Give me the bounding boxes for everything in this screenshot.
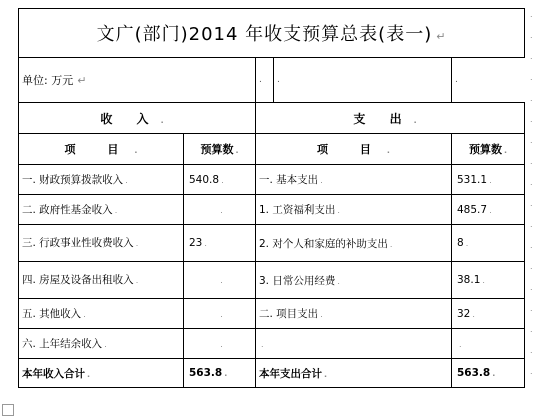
expense-value-cell: [452, 329, 525, 359]
row-end-marker: .: [530, 241, 533, 250]
row-end-marker: .: [530, 136, 533, 145]
row-end-marker: .: [530, 115, 533, 124]
expense-item-cell: [256, 195, 452, 225]
table-row: [19, 262, 525, 299]
unit-row: [19, 58, 525, 103]
cell-marker: .: [386, 146, 390, 155]
income-item-cell: [19, 165, 184, 195]
cell-marker: .: [87, 369, 91, 379]
unit-cell: [19, 58, 256, 103]
cell-marker: .: [220, 276, 223, 285]
row-end-marker: .: [530, 346, 533, 355]
row-end-marker: .: [530, 325, 533, 334]
row-end-marker: .: [530, 304, 533, 313]
cell-marker: .: [125, 176, 128, 185]
expense-value-text: 8: [457, 237, 464, 249]
row-end-marker: .: [530, 199, 533, 208]
title-row: [19, 9, 525, 58]
paragraph-mark-icon: ↵: [436, 30, 447, 43]
cell-marker: .: [337, 276, 340, 286]
income-item-text: 一. 财政预算拨款收入: [22, 174, 124, 186]
table-row: [19, 165, 525, 195]
unit-blank-cell: [256, 58, 274, 103]
income-total-value-cell: [184, 359, 256, 388]
expense-value-text: 38.1: [457, 274, 481, 286]
income-item-cell: [19, 299, 184, 329]
income-value-cell: [184, 299, 256, 329]
cell-marker: .: [320, 176, 323, 185]
cell-marker: .: [261, 339, 264, 349]
income-value-text: 540.8: [189, 173, 220, 186]
expense-item-cell: [256, 299, 452, 329]
expense-total-value: 563.8: [457, 367, 491, 379]
expense-total-label-cell: [256, 359, 452, 388]
unit-blank-cell: [452, 58, 525, 103]
budget-table: [18, 8, 525, 388]
row-end-marker: .: [530, 220, 533, 229]
expense-item-text: 一. 基本支出: [259, 174, 319, 186]
expense-total-label: 本年支出合计: [259, 367, 322, 380]
expense-value-text: 531.1: [457, 173, 488, 186]
cell-marker: .: [104, 340, 107, 349]
expense-value-cell: [452, 195, 525, 225]
unit-blank-cell: [274, 58, 452, 103]
expense-item-text: 2. 对个人和家庭的补助支出: [259, 237, 388, 250]
income-header-text: 收 入: [100, 111, 159, 126]
cell-marker: .: [489, 205, 492, 215]
expense-item-text: 1. 工资福利支出: [259, 204, 336, 216]
column-header-row: [19, 134, 525, 165]
page-corner-marker: [2, 404, 14, 416]
row-end-marker: .: [530, 31, 533, 40]
row-end-marker: .: [530, 157, 533, 166]
cell-marker: .: [259, 75, 262, 85]
expense-value-text: 485.7: [457, 203, 488, 216]
paragraph-mark-icon: ↵: [77, 74, 87, 87]
expense-item-text: 二. 项目支出: [259, 308, 319, 320]
column-header-text: 预算数: [469, 143, 502, 156]
income-header: [19, 103, 256, 134]
income-budget-header: [184, 134, 256, 165]
row-end-marker: .: [530, 10, 533, 19]
table-row: [19, 225, 525, 262]
income-item-text: 六. 上年结余收入: [22, 338, 103, 350]
income-item-cell: [19, 262, 184, 299]
cell-marker: .: [472, 309, 475, 319]
cell-marker: .: [235, 146, 239, 155]
income-value-text: 23: [189, 237, 203, 249]
row-end-marker: .: [530, 94, 533, 103]
cell-marker: .: [459, 339, 462, 349]
expense-value-text: 32: [457, 307, 471, 320]
row-end-marker: .: [530, 283, 533, 292]
cell-marker: .: [220, 205, 223, 215]
cell-marker: .: [114, 206, 118, 215]
cell-marker: .: [465, 239, 469, 248]
table-row: [19, 299, 525, 329]
row-end-marker: .: [530, 367, 533, 376]
expense-item-cell: [256, 225, 452, 262]
unit-label: 单位: 万元: [22, 74, 74, 87]
income-item-header: [19, 134, 184, 165]
row-end-marker: .: [530, 73, 533, 82]
income-value-cell: [184, 329, 256, 359]
total-row: [19, 359, 525, 388]
cell-marker: .: [489, 175, 492, 185]
expense-header: [256, 103, 525, 134]
row-end-marker: .: [530, 262, 533, 271]
column-header-text: 项 目: [317, 143, 385, 156]
income-total-label-cell: [19, 359, 184, 388]
expense-value-cell: [452, 262, 525, 299]
income-item-cell: [19, 329, 184, 359]
cell-marker: .: [135, 275, 139, 285]
expense-item-cell: [256, 329, 452, 359]
income-item-cell: [19, 225, 184, 262]
column-header-text: 项 目: [64, 143, 133, 156]
cell-marker: .: [492, 369, 496, 378]
cell-marker: .: [221, 175, 224, 185]
expense-total-value-cell: [452, 359, 525, 388]
income-item-text: 三. 行政事业性收费收入: [22, 236, 134, 249]
table-title: [19, 9, 525, 58]
expense-budget-header: [452, 134, 525, 165]
section-header-row: [19, 103, 525, 134]
expense-value-cell: [452, 225, 525, 262]
cell-marker: .: [134, 146, 138, 155]
table-row: [19, 329, 525, 359]
cell-marker: .: [389, 239, 393, 249]
expense-item-cell: [256, 262, 452, 299]
cell-marker: .: [220, 339, 223, 349]
table-row: [19, 195, 525, 225]
expense-value-cell: [452, 299, 525, 329]
column-header-text: 预算数: [200, 143, 234, 156]
cell-marker: .: [220, 309, 223, 319]
expense-item-header: [256, 134, 452, 165]
income-total-value: 563.8: [189, 367, 223, 379]
cell-marker: .: [204, 239, 207, 248]
cell-marker: .: [337, 206, 340, 215]
cell-marker: .: [277, 75, 280, 85]
expense-header-text: 支 出: [353, 111, 412, 126]
margin-marks: [530, 10, 550, 388]
cell-marker: .: [83, 310, 86, 319]
income-item-text: 四. 房屋及设备出租收入: [22, 273, 134, 286]
cell-marker: .: [413, 115, 427, 125]
income-item-cell: [19, 195, 184, 225]
expense-value-cell: [452, 165, 525, 195]
cell-marker: .: [455, 75, 458, 85]
row-end-marker: .: [530, 52, 533, 61]
cell-marker: .: [135, 238, 139, 248]
income-value-cell: [184, 262, 256, 299]
income-value-cell: [184, 225, 256, 262]
expense-item-cell: [256, 165, 452, 195]
cell-marker: .: [224, 369, 228, 378]
income-item-text: 二. 政府性基金收入: [22, 204, 113, 216]
expense-item-text: 3. 日常公用经费: [259, 274, 336, 287]
cell-marker: .: [324, 369, 328, 379]
cell-marker: .: [160, 115, 174, 125]
income-value-cell: [184, 195, 256, 225]
income-total-label: 本年收入合计: [22, 367, 85, 380]
cell-marker: .: [482, 276, 485, 285]
table-title-text: 文广(部门)2014 年收支预算总表(表一): [96, 24, 433, 45]
income-item-text: 五. 其他收入: [22, 308, 82, 320]
cell-marker: .: [504, 146, 508, 155]
row-end-marker: .: [530, 178, 533, 187]
income-value-cell: [184, 165, 256, 195]
cell-marker: .: [320, 310, 323, 319]
